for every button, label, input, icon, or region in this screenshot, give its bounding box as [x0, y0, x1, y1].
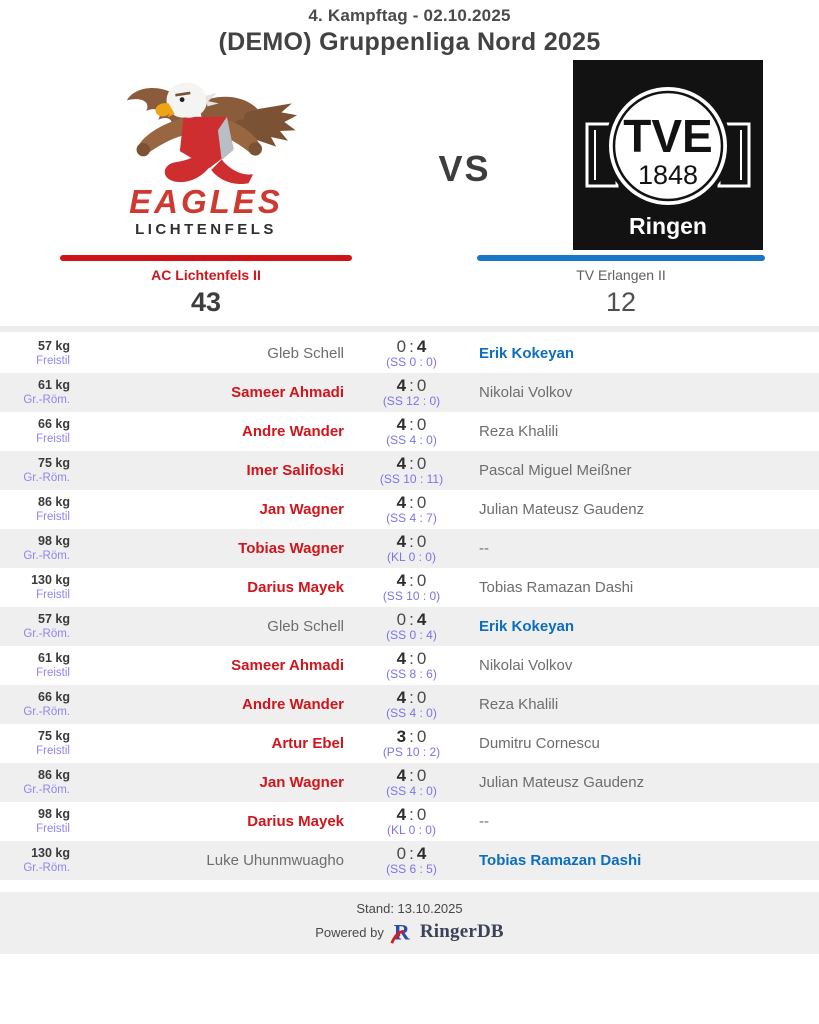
home-wrestler-name[interactable]: Imer Salifoski [246, 462, 344, 479]
style-label: Freistil [36, 433, 70, 446]
weight-label: 57 kg [38, 611, 70, 626]
away-wrestler-name[interactable]: Pascal Miguel Meißner [479, 462, 632, 479]
bout-row [0, 529, 819, 568]
away-points: 0 [416, 648, 427, 668]
weight-class-cell [0, 846, 70, 876]
away-points: 4 [416, 336, 427, 356]
away-points: 0 [416, 570, 427, 590]
svg-text:R: R [393, 920, 410, 944]
away-wrestler-name[interactable]: Reza Khalili [479, 423, 559, 440]
weight-class-cell [0, 339, 70, 369]
home-points: 4 [396, 570, 407, 590]
home-points: 4 [396, 414, 407, 434]
weight-class-cell [0, 417, 70, 447]
away-wrestler-name[interactable]: Erik Kokeyan [479, 345, 575, 362]
bout-row [0, 646, 819, 685]
away-team-color-bar [477, 255, 765, 261]
away-points: 0 [416, 414, 427, 434]
score-separator: : [409, 648, 414, 668]
home-points: 0 [396, 609, 407, 629]
bout-score-detail: (SS 8 : 6) [386, 667, 437, 682]
home-points: 4 [396, 648, 407, 668]
away-wrestler-name[interactable]: Tobias Ramazan Dashi [479, 579, 634, 596]
home-team-name[interactable]: AC Lichtenfels II [151, 267, 261, 283]
away-points: 0 [416, 453, 427, 473]
away-wrestler-name[interactable]: -- [479, 813, 489, 830]
weight-class-cell [0, 651, 70, 681]
away-points: 0 [416, 492, 427, 512]
home-points: 3 [396, 726, 407, 746]
home-wrestler-name[interactable]: Gleb Schell [267, 345, 344, 362]
home-team-color-bar [60, 255, 352, 261]
style-label: Gr.-Röm. [23, 862, 70, 875]
away-wrestler-name[interactable]: Nikolai Volkov [479, 657, 573, 674]
home-wrestler-name[interactable]: Jan Wagner [259, 501, 344, 518]
weight-label: 61 kg [38, 650, 70, 665]
weight-class-cell [0, 612, 70, 642]
weight-label: 75 kg [38, 455, 70, 470]
home-wrestler-name[interactable]: Tobias Wagner [238, 540, 344, 557]
bout-score-cell [345, 454, 478, 487]
team-score-strip [0, 255, 819, 318]
away-wrestler-name[interactable]: -- [479, 540, 489, 557]
away-points: 0 [416, 765, 427, 785]
home-points: 4 [396, 375, 407, 395]
bout-score-cell [345, 688, 478, 721]
away-wrestler-name[interactable]: Nikolai Volkov [479, 384, 573, 401]
away-wrestler-name[interactable]: Julian Mateusz Gaudenz [479, 774, 645, 791]
bout-score-cell [345, 337, 478, 370]
bout-score-detail: (SS 0 : 4) [386, 628, 437, 643]
home-points: 4 [396, 531, 407, 551]
home-wrestler-name[interactable]: Sameer Ahmadi [231, 384, 344, 401]
weight-label: 66 kg [38, 416, 70, 431]
weight-class-cell [0, 690, 70, 720]
away-team-name[interactable]: TV Erlangen II [576, 267, 666, 283]
bout-score-cell [345, 532, 478, 565]
home-team-score: 43 [190, 287, 222, 317]
bout-score-detail: (KL 0 : 0) [387, 550, 436, 565]
away-points: 0 [416, 804, 427, 824]
bout-score-detail: (SS 12 : 0) [382, 394, 441, 409]
score-separator: : [409, 492, 414, 512]
home-wrestler-name[interactable]: Artur Ebel [271, 735, 344, 752]
bout-score-detail: (SS 10 : 11) [379, 472, 444, 487]
score-separator: : [409, 453, 414, 473]
ringerdb-logo-icon[interactable] [390, 920, 414, 944]
home-points: 4 [396, 687, 407, 707]
bout-row [0, 685, 819, 724]
home-wrestler-name[interactable]: Gleb Schell [267, 618, 344, 635]
away-points: 0 [416, 687, 427, 707]
style-label: Gr.-Röm. [23, 550, 70, 563]
bout-score-detail: (KL 0 : 0) [387, 823, 436, 838]
eagle-mascot-illustration [89, 72, 323, 184]
bout-row [0, 802, 819, 841]
home-wrestler-name[interactable]: Sameer Ahmadi [231, 657, 344, 674]
away-points: 4 [416, 609, 427, 629]
bout-row [0, 412, 819, 451]
home-points: 0 [396, 843, 407, 863]
bout-score-cell [345, 610, 478, 643]
style-label: Freistil [36, 511, 70, 524]
weight-class-cell [0, 573, 70, 603]
weight-label: 130 kg [31, 572, 70, 587]
page-header [0, 0, 819, 57]
home-points: 4 [396, 765, 407, 785]
weight-label: 75 kg [38, 728, 70, 743]
weight-label: 86 kg [38, 767, 70, 782]
weight-label: 98 kg [38, 533, 70, 548]
bout-score-detail: (SS 6 : 5) [386, 862, 437, 877]
weight-class-cell [0, 729, 70, 759]
stand-label: Stand: 13.10.2025 [356, 901, 463, 916]
home-logo-title: EAGLES [129, 183, 283, 220]
bout-score-cell [345, 571, 478, 604]
style-label: Gr.-Röm. [23, 628, 70, 641]
style-label: Freistil [36, 745, 70, 758]
bout-score-detail: (SS 4 : 0) [386, 784, 437, 799]
weight-class-cell [0, 456, 70, 486]
score-separator: : [409, 687, 414, 707]
style-label: Gr.-Röm. [23, 784, 70, 797]
style-label: Gr.-Röm. [23, 472, 70, 485]
bout-row [0, 841, 819, 880]
away-team-logo [573, 60, 763, 250]
weight-label: 66 kg [38, 689, 70, 704]
score-separator: : [409, 765, 414, 785]
weight-label: 130 kg [31, 845, 70, 860]
score-separator: : [409, 570, 414, 590]
style-label: Freistil [36, 667, 70, 680]
bout-row [0, 451, 819, 490]
style-label: Gr.-Röm. [23, 706, 70, 719]
away-points: 0 [416, 375, 427, 395]
home-wrestler-name[interactable]: Andre Wander [242, 696, 344, 713]
style-label: Freistil [36, 589, 70, 602]
bout-score-cell [345, 844, 478, 877]
weight-class-cell [0, 378, 70, 408]
score-separator: : [409, 336, 414, 356]
style-label: Gr.-Röm. [23, 394, 70, 407]
away-team-score: 12 [605, 287, 637, 317]
home-points: 4 [396, 492, 407, 512]
bout-score-detail: (SS 10 : 0) [382, 589, 441, 604]
weight-label: 86 kg [38, 494, 70, 509]
bout-row [0, 568, 819, 607]
home-points: 0 [396, 336, 407, 356]
weight-class-cell [0, 768, 70, 798]
away-wrestler-name[interactable]: Tobias Ramazan Dashi [479, 852, 642, 869]
bout-row [0, 724, 819, 763]
home-points: 4 [396, 804, 407, 824]
weight-label: 61 kg [38, 377, 70, 392]
bout-score-detail: (SS 0 : 0) [386, 355, 437, 370]
home-wrestler-name[interactable]: Andre Wander [242, 423, 344, 440]
bout-row [0, 607, 819, 646]
matchday-label: 4. Kampftag - 02.10.2025 [308, 6, 511, 25]
bout-score-detail: (PS 10 : 2) [382, 745, 441, 760]
away-points: 0 [416, 531, 427, 551]
home-logo-subtitle: LICHTENFELS [135, 221, 277, 238]
away-logo-abbr: TVE [623, 110, 713, 162]
home-points: 4 [396, 453, 407, 473]
style-label: Freistil [36, 355, 70, 368]
away-logo-year: 1848 [637, 160, 699, 190]
league-title: (DEMO) Gruppenliga Nord 2025 [218, 28, 601, 56]
bout-score-cell [345, 415, 478, 448]
weight-class-cell [0, 534, 70, 564]
home-wrestler-name[interactable]: Luke Uhunmwuagho [206, 852, 344, 869]
style-label: Freistil [36, 823, 70, 836]
score-separator: : [409, 804, 414, 824]
home-team-logo [56, 72, 356, 238]
away-points: 0 [416, 726, 427, 746]
bouts-table [0, 334, 819, 880]
bout-score-cell [345, 649, 478, 682]
bout-row [0, 490, 819, 529]
bout-score-detail: (SS 4 : 0) [386, 433, 437, 448]
away-wrestler-name[interactable]: Dumitru Cornescu [479, 735, 600, 752]
home-wrestler-name[interactable]: Darius Mayek [247, 579, 344, 596]
page-footer [0, 892, 819, 954]
score-separator: : [409, 414, 414, 434]
match-logo-strip [0, 59, 819, 251]
vs-label: VS [438, 148, 491, 189]
weight-class-cell [0, 807, 70, 837]
away-points: 4 [416, 843, 427, 863]
score-separator: : [409, 609, 414, 629]
home-wrestler-name[interactable]: Darius Mayek [247, 813, 344, 830]
bout-score-cell [345, 376, 478, 409]
ringerdb-brand[interactable]: RingerDB [419, 921, 504, 942]
away-wrestler-name[interactable]: Erik Kokeyan [479, 618, 575, 635]
bout-score-cell [345, 727, 478, 760]
away-wrestler-name[interactable]: Julian Mateusz Gaudenz [479, 501, 645, 518]
score-separator: : [409, 843, 414, 863]
score-separator: : [409, 375, 414, 395]
bout-score-cell [345, 766, 478, 799]
bout-score-cell [345, 493, 478, 526]
weight-class-cell [0, 495, 70, 525]
away-wrestler-name[interactable]: Reza Khalili [479, 696, 559, 713]
score-separator: : [409, 726, 414, 746]
bout-row [0, 373, 819, 412]
section-divider [0, 326, 819, 332]
bout-row [0, 763, 819, 802]
bout-score-cell [345, 805, 478, 838]
score-separator: : [409, 531, 414, 551]
powered-by-label: Powered by [315, 924, 384, 940]
bout-score-detail: (SS 4 : 0) [386, 706, 437, 721]
weight-label: 98 kg [38, 806, 70, 821]
bout-score-detail: (SS 4 : 7) [386, 511, 437, 526]
weight-label: 57 kg [38, 338, 70, 353]
home-wrestler-name[interactable]: Jan Wagner [259, 774, 344, 791]
bout-row [0, 334, 819, 373]
away-logo-ringen-label: Ringen [629, 213, 707, 239]
